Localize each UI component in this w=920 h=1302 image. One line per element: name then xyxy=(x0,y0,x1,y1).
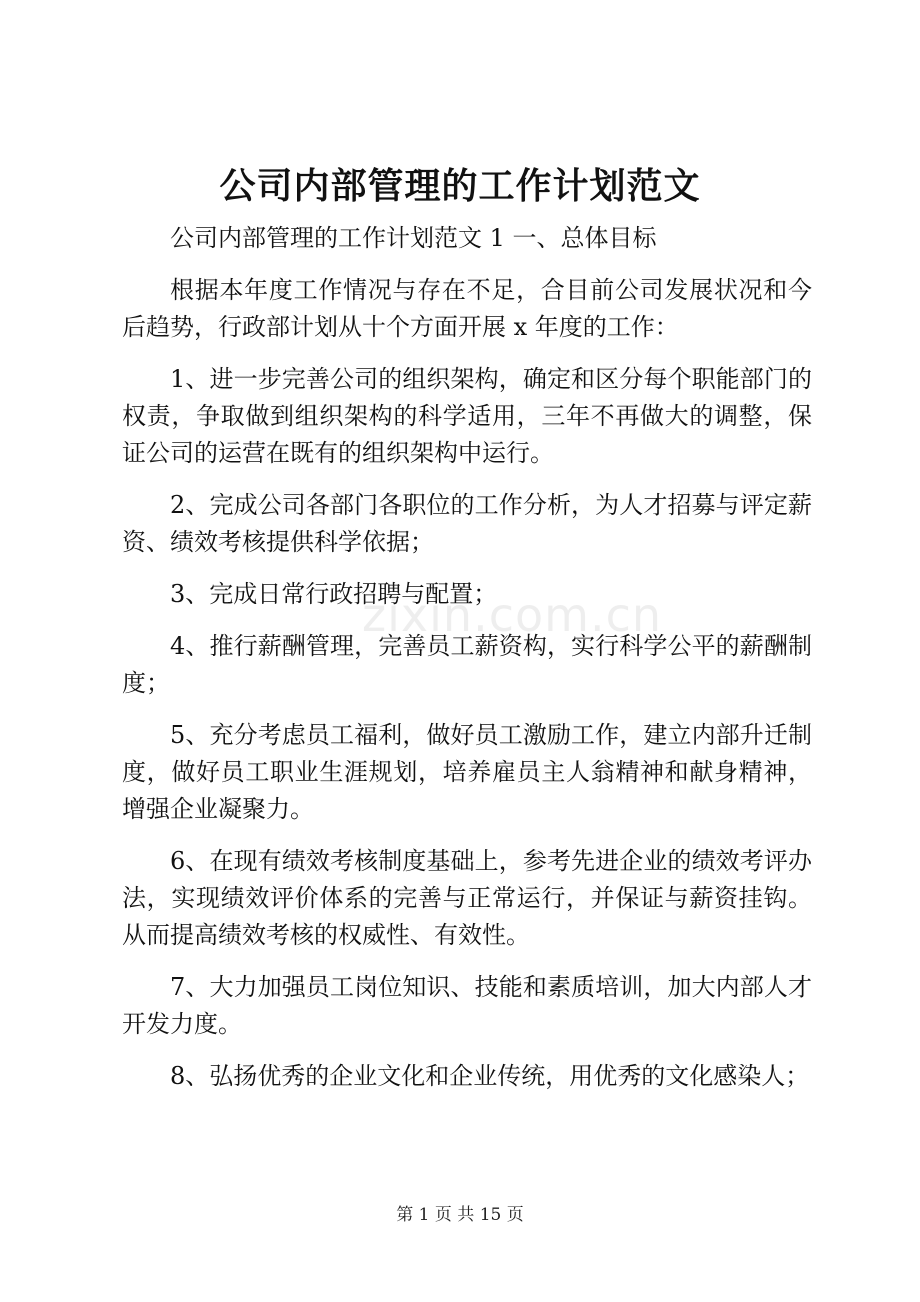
document-body xyxy=(122,220,812,1110)
paragraph-item-3: 3、完成日常行政招聘与配置； xyxy=(170,580,498,608)
paragraph-intro: 公司内部管理的工作计划范文 1 一、总体目标 xyxy=(170,224,657,252)
paragraph-item-1: 1、进一步完善公司的组织架构，确定和区分每个职能部门的权责，争取做到组织架构的科学适用，三年不再做大的调整，保证公司的运营在既有的组织架构中运行。 xyxy=(122,365,812,467)
page-footer: 第 1 页 共 15 页 xyxy=(396,1205,524,1225)
paragraph-overview: 根据本年度工作情况与存在不足，合目前公司发展状况和今后趋势，行政部计划从十个方面开展 x 年度的工作： xyxy=(122,276,812,341)
document-title: 公司内部管理的工作计划范文 xyxy=(219,165,701,207)
paragraph-item-8: 8、弘扬优秀的企业文化和企业传统，用优秀的文化感染人； xyxy=(170,1062,810,1090)
watermark: zixin.com.cn xyxy=(362,588,663,642)
paragraph-item-7: 7、大力加强员工岗位知识、技能和素质培训，加大内部人才开发力度。 xyxy=(122,973,812,1038)
paragraph-item-2: 2、完成公司各部门各职位的工作分析，为人才招募与评定薪资、绩效考核提供科学依据； xyxy=(122,491,812,556)
paragraph-item-5: 5、充分考虑员工福利，做好员工激励工作，建立内部升迁制度，做好员工职业生涯规划，培养雇员主人翁精神和献身精神，增强企业凝聚力。 xyxy=(122,721,812,823)
paragraph-item-6: 6、在现有绩效考核制度基础上，参考先进企业的绩效考评办法，实现绩效评价体系的完善与正常运行，并保证与薪资挂钩。从而提高绩效考核的权威性、有效性。 xyxy=(122,847,812,949)
paragraph-item-4: 4、推行薪酬管理，完善员工薪资构，实行科学公平的薪酬制度； xyxy=(122,632,812,697)
